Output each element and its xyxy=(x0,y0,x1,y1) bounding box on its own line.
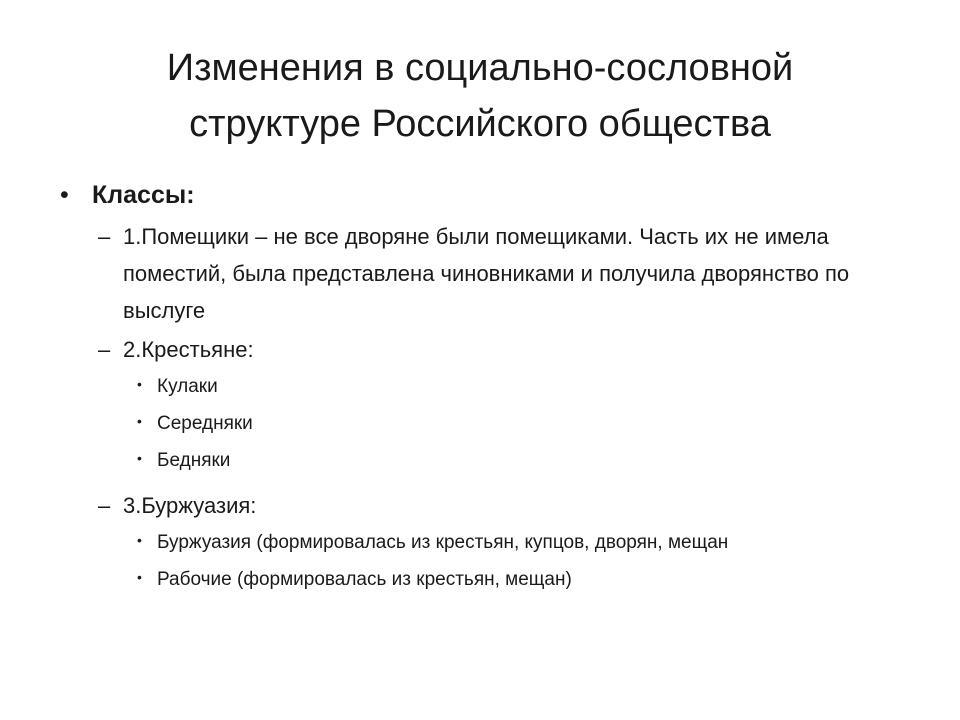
sub-item-text: Кулаки xyxy=(157,376,218,397)
dash-icon: – xyxy=(98,224,111,249)
sub-item-bednyaki xyxy=(60,442,920,479)
item-text-peasants: 2.Крестьяне: xyxy=(123,337,254,362)
sub-item-text: Рабочие (формировалась из крестьян, мещан) xyxy=(157,569,572,590)
sub-item-rabochie xyxy=(60,561,920,598)
small-bullet-icon: • xyxy=(137,413,142,429)
bullet-icon: • xyxy=(60,181,69,209)
title-line-1: Изменения в социально-сословной xyxy=(166,47,794,89)
heading-classes: Классы: xyxy=(92,181,195,209)
content-area xyxy=(60,176,920,598)
item-text-bourgeoisie: 3.Буржуазия: xyxy=(123,493,257,518)
dash-icon: – xyxy=(98,493,111,518)
sub-item-burzhuaziya xyxy=(60,524,920,561)
title-line-2: структуре Российского общества xyxy=(189,103,771,145)
list-item-peasants xyxy=(60,331,920,368)
sub-item-text: Буржуазия (формировалась из крестьян, купцов, дворян, мещан xyxy=(157,532,729,553)
small-bullet-icon: • xyxy=(137,450,142,466)
sub-item-kulaki xyxy=(60,368,920,405)
item-text-landowners: 1.Помещики – не все дворяне были помещиками. Часть их не имела поместий, была представлена чиновниками и получила дворянство по выслуге xyxy=(123,224,850,323)
small-bullet-icon: • xyxy=(137,569,142,585)
list-item-landowners xyxy=(60,218,920,329)
sub-item-text: Середняки xyxy=(157,413,253,434)
sub-item-text: Бедняки xyxy=(157,450,231,471)
page-title xyxy=(60,40,900,152)
dash-icon: – xyxy=(98,337,111,362)
bullet-item-classes xyxy=(60,176,920,214)
list-item-bourgeoisie xyxy=(60,487,920,524)
small-bullet-icon: • xyxy=(137,532,142,548)
sub-item-serednyaki xyxy=(60,405,920,442)
small-bullet-icon: • xyxy=(137,376,142,392)
